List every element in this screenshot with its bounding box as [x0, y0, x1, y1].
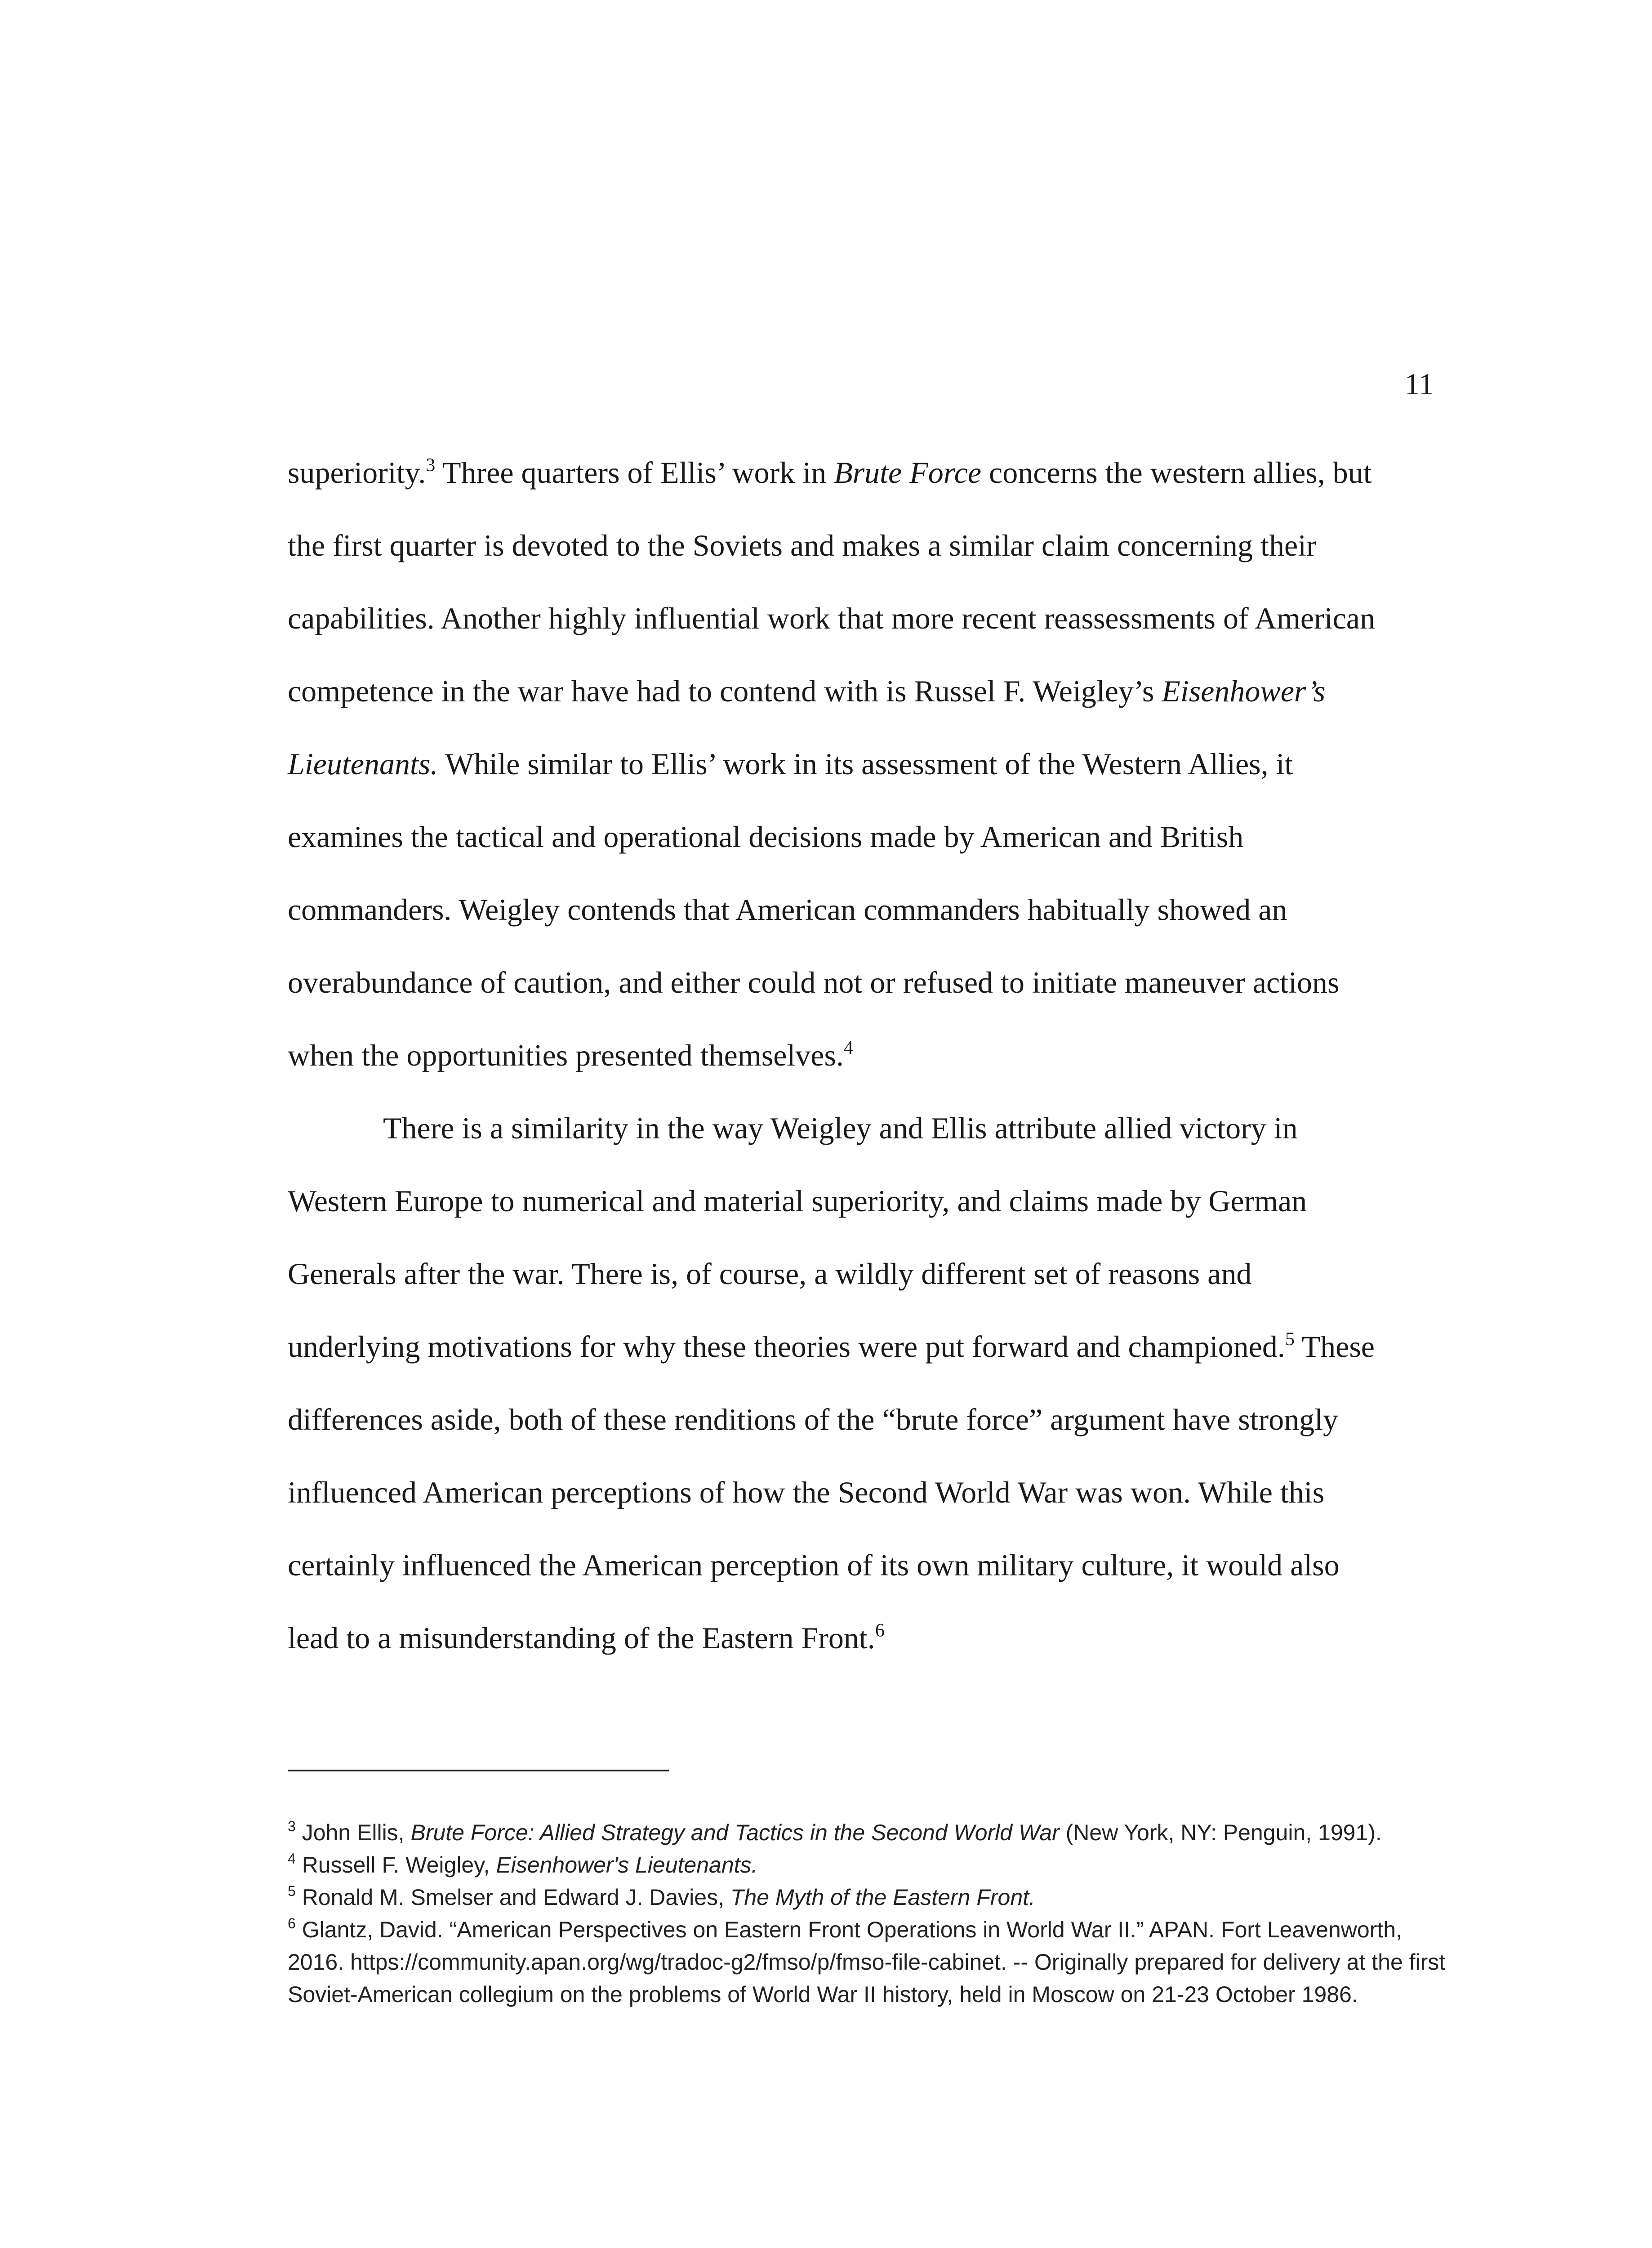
text-line: Western Europe to numerical and material superiority, and claims made by German	[288, 1184, 1307, 1218]
text-line: certainly influenced the American perception of its own military culture, it would also	[288, 1548, 1340, 1582]
footnote-4	[288, 1849, 1447, 1881]
footnote-separator	[288, 1770, 669, 1771]
text-run: While similar to Ellis’ work in its assessment of the Western Allies, it	[438, 747, 1293, 781]
text-line: the first quarter is devoted to the Soviets and makes a similar claim concerning their	[288, 528, 1317, 562]
footnote-ref-4[interactable]: 4	[843, 1038, 853, 1058]
footnote-title: Eisenhower's Lieutenants.	[496, 1852, 758, 1878]
book-title: Brute Force	[834, 455, 982, 490]
text-run: competence in the war have had to contend with is Russel F. Weigley’s	[288, 674, 1162, 708]
text-run: lead to a misunderstanding of the Eastern Front.	[288, 1621, 875, 1655]
book-title: Eisenhower’s	[1162, 674, 1326, 708]
text-line: overabundance of caution, and either could not or refused to initiate maneuver actions	[288, 965, 1340, 999]
footnote-number: 5	[288, 1883, 296, 1899]
footnote-5	[288, 1881, 1447, 1913]
body-text	[288, 436, 1429, 1674]
footnote-ref-6[interactable]: 6	[875, 1620, 885, 1641]
text-line: examines the tactical and operational decisions made by American and British	[288, 820, 1244, 854]
footnote-number: 6	[288, 1915, 296, 1931]
text-run: These	[1294, 1329, 1375, 1364]
text-run: superiority.	[288, 455, 426, 490]
text-line: differences aside, both of these renditions of the “brute force” argument have strongly	[288, 1402, 1339, 1436]
text-line: commanders. Weigley contends that American commanders habitually showed an	[288, 892, 1287, 927]
text-line	[288, 436, 1429, 509]
text-run: Three quarters of Ellis’ work in	[435, 455, 834, 490]
footnote-text: Russell F. Weigley,	[295, 1852, 496, 1878]
text-line	[288, 727, 1429, 800]
footnote-number: 4	[288, 1851, 296, 1867]
footnote-text: John Ellis,	[295, 1820, 411, 1845]
text-line	[288, 1310, 1429, 1383]
footnote-title: The Myth of the Eastern Front.	[730, 1885, 1035, 1910]
text-line: There is a similarity in the way Weigley and Ellis attribute allied victory in	[383, 1111, 1298, 1145]
footnote-ref-5[interactable]: 5	[1285, 1329, 1295, 1350]
text-line: capabilities. Another highly influential work that more recent reassessments of American	[288, 601, 1375, 635]
page-number: 11	[1404, 367, 1434, 401]
paragraph-2	[288, 1092, 1429, 1674]
footnote-6	[288, 1913, 1447, 2011]
footnote-title: Brute Force: Allied Strategy and Tactics in the Second World War	[410, 1820, 1060, 1845]
text-run: concerns the western allies, but	[981, 455, 1372, 490]
text-line: Generals after the war. There is, of course, a wildly different set of reasons and	[288, 1257, 1252, 1291]
text-line	[288, 1019, 1429, 1092]
text-run: when the opportunities presented themselves.	[288, 1038, 844, 1072]
text-line: influenced American perceptions of how the Second World War was won. While this	[288, 1475, 1325, 1509]
paragraph-1	[288, 436, 1429, 1092]
text-line	[288, 655, 1429, 727]
footnote-text: Ronald M. Smelser and Edward J. Davies,	[295, 1885, 730, 1910]
text-run: underlying motivations for why these theories were put forward and championed.	[288, 1329, 1285, 1364]
footnote-ref-3[interactable]: 3	[426, 455, 436, 476]
footnote-number: 3	[288, 1818, 296, 1834]
footnote-text: (New York, NY: Penguin, 1991).	[1059, 1820, 1382, 1845]
footnote-3	[288, 1816, 1447, 1849]
footnote-text: Glantz, David. “American Perspectives on Eastern Front Operations in World War II.” APAN. Fort Leavenworth, 2016. https://community.apan.org/wg/tradoc-g2/fmso/p/fmso-file-cabinet. -- Originally prepared for delivery at the first Soviet-American collegium on the problems of World War II history, held in Moscow on 21-23 October 1986.	[288, 1917, 1446, 2007]
book-title: Lieutenants.	[288, 747, 438, 781]
footnotes	[288, 1816, 1447, 2011]
text-line	[288, 1601, 1429, 1674]
